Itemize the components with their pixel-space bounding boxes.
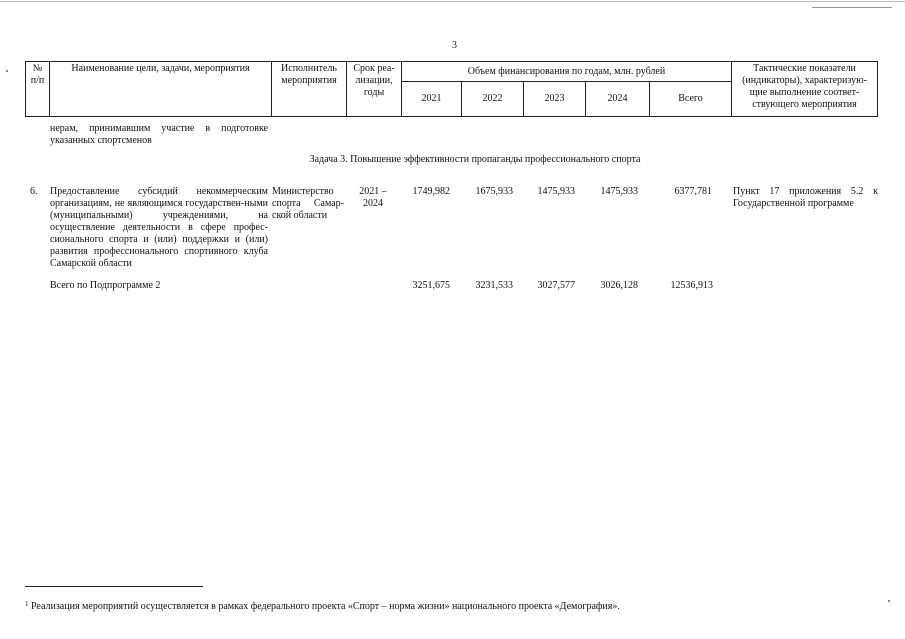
row6-value-2021: 1749,982 [412,186,450,197]
row6-value-2024: 1475,933 [600,186,638,197]
header-col-executor: Исполнитель мероприятия [272,62,347,117]
footnote-marker: 1 [25,600,29,608]
summary-label: Всего по Подпрограмме 2 [50,280,161,291]
header-col-2022: 2022 [462,82,524,117]
header-col-2024: 2024 [586,82,650,117]
footnote-separator [25,586,203,587]
footnote-text: Реализация мероприятий осуществляется в рамках федерального проекта «Спорт – норма жизни» национального проекта «Демография». [31,601,620,612]
row6-value-2022: 1675,933 [475,186,513,197]
row6-number: 6. [30,186,38,197]
summary-value-2023: 3027,577 [537,280,575,291]
header-col-total: Всего [650,82,732,117]
header-col-name: Наименование цели, задачи, мероприятия [50,62,272,117]
page-number: 3 [452,40,457,51]
continuation-text: нерам, принимавшим участие в подготовке указанных спортсменов [50,123,268,146]
header-col-indicators: Тактические показатели (индикаторы), характеризую-щие выполнение соответ-ствующего мероприятия [732,62,878,117]
summary-value-2022: 3231,533 [475,280,513,291]
row6-total: 6377,781 [674,186,712,197]
row6-term: 2021 – 2024 [359,186,387,209]
header-col-term: Срок реа-лизации, годы [347,62,402,117]
task-heading: Задача 3. Повышение эффективности пропаганды профессионального спорта [309,154,641,165]
scan-speck [888,600,890,602]
header-col-2023: 2023 [524,82,586,117]
top-right-line [812,7,892,8]
header-col-financing: Объем финансирования по годам, млн. рублей [402,62,732,82]
header-col-2021: 2021 [402,82,462,117]
row6-indicator: Пункт 17 приложения 5.2 к Государственной программе [733,186,878,209]
table-header [25,61,878,117]
scan-speck [6,70,8,72]
row6-value-2023: 1475,933 [537,186,575,197]
footnote [25,598,620,613]
summary-value-2024: 3026,128 [600,280,638,291]
row6-name: Предоставление субсидий некоммерческим организациям, не являющимся государствен-ными (муниципальными) учреждениями, на осуществление деятельности в сфере профес-сионального спорта и (или) поддержки и (или) развития профессионального спортивного клуба Самарской области [50,186,268,269]
summary-value-2021: 3251,675 [412,280,450,291]
row6-executor: Министерство спорта Самар-ской области [272,186,344,221]
summary-total: 12536,913 [670,280,713,291]
top-border-line [0,1,905,2]
header-col-number: № п/п [26,62,50,117]
